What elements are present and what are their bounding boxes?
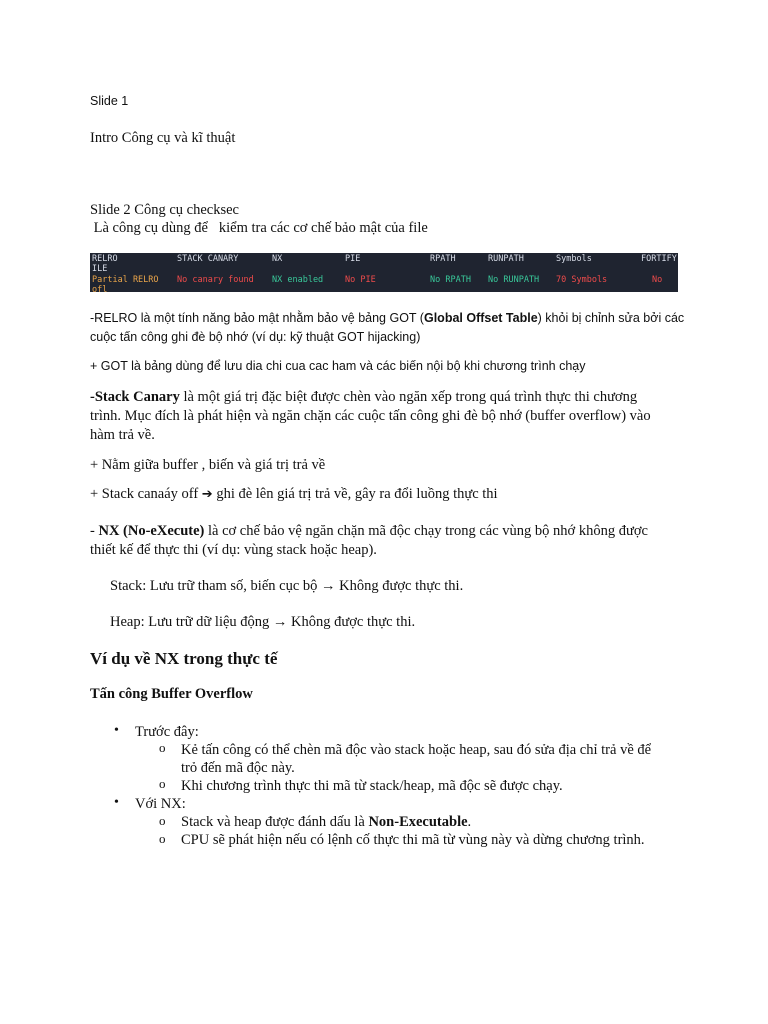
slide1-label: Slide 1 xyxy=(90,94,129,108)
with-nx-label: Với NX: xyxy=(135,796,186,812)
terminal-header-wrap: ILE xyxy=(92,264,108,274)
stack-canary-position: + Nằm giữa buffer , biến và giá trị trả về xyxy=(90,457,326,473)
relro-text: -RELRO là một tính năng bảo mật nhằm bảo vệ bảng GOT ( xyxy=(90,311,424,325)
non-executable-term: Non-Executable xyxy=(368,814,468,830)
terminal-header: FORTIFY xyxy=(641,254,677,264)
right-arrow-icon: ➔ xyxy=(201,487,213,502)
with-nx-item: CPU sẽ phát hiện nếu có lệnh cố thực thi mã từ vùng này và dừng chương trình. xyxy=(181,832,645,848)
terminal-header: PIE xyxy=(345,254,361,264)
terminal-value: No xyxy=(652,275,663,285)
stack-canary-line3: hàm trả về. xyxy=(90,427,155,443)
terminal-header: Symbols xyxy=(556,254,592,264)
relro-text: ) khỏi bị chỉnh sửa bởi các xyxy=(537,311,685,325)
terminal-value: No PIE xyxy=(345,275,376,285)
with-nx-text: Stack và heap được đánh dấu là xyxy=(181,814,369,830)
terminal-value-wrap: ofl xyxy=(92,285,108,292)
nx-text: là cơ chế bảo vệ ngăn chặn mã độc chạy trong các vùng bộ nhớ không được xyxy=(204,523,648,539)
slide2-desc: Là công cụ dùng để kiểm tra các cơ chế bảo mật của file xyxy=(90,220,428,236)
stack-canary-off xyxy=(90,484,498,505)
example-heading: Ví dụ về NX trong thực tế xyxy=(90,649,278,668)
nx-dash: - xyxy=(90,523,99,539)
with-nx-item xyxy=(181,812,471,832)
stack-canary-off-text: + Stack canaáy off xyxy=(90,486,202,502)
before-item-line: trỏ đến mã độc này. xyxy=(181,760,295,776)
relro-paragraph-line2: cuộc tấn công ghi đè bộ nhớ (ví dụ: kỹ thuật GOT hijacking) xyxy=(90,330,421,344)
before-label: Trước đây: xyxy=(135,724,199,740)
checksec-terminal-screenshot xyxy=(90,253,678,292)
sub-bullet-icon: o xyxy=(159,740,166,755)
terminal-header: RPATH xyxy=(430,254,456,264)
stack-canary-line1 xyxy=(90,387,637,407)
nx-line1 xyxy=(90,521,648,541)
terminal-value: NX enabled xyxy=(272,275,324,285)
bullet-icon: • xyxy=(114,723,119,738)
terminal-header: RELRO xyxy=(92,254,118,264)
nx-stack-line: Stack: Lưu trữ tham số, biến cục bộ → Không được thực thi. xyxy=(110,578,464,594)
terminal-value: No RPATH xyxy=(430,275,471,285)
stack-canary-line2: trình. Mục đích là phát hiện và ngăn chặn các cuộc tấn công ghi đè bộ nhớ (buffer overflow) vào xyxy=(90,408,651,424)
terminal-header: NX xyxy=(272,254,283,264)
before-item-line: Khi chương trình thực thi mã từ stack/heap, mã độc sẽ được chạy. xyxy=(181,778,563,794)
sub-bullet-icon: o xyxy=(159,776,166,791)
nx-term: NX (No-eXecute) xyxy=(98,523,205,539)
slide2-title: Slide 2 Công cụ checksec xyxy=(90,202,239,218)
nx-line2: thiết kế để thực thi (ví dụ: vùng stack hoặc heap). xyxy=(90,542,377,558)
relro-paragraph-line1 xyxy=(90,311,684,325)
terminal-value: No canary found xyxy=(177,275,254,285)
with-nx-text: . xyxy=(467,814,472,830)
stack-canary-text: là một giá trị đặc biệt được chèn vào ngăn xếp trong quá trình thực thi chương xyxy=(179,389,638,405)
stack-canary-term: -Stack Canary xyxy=(90,389,180,405)
before-item-line: Kẻ tấn công có thể chèn mã độc vào stack hoặc heap, sau đó sửa địa chỉ trả về để xyxy=(181,742,652,758)
example-subheading: Tấn công Buffer Overflow xyxy=(90,686,253,702)
terminal-value: No RUNPATH xyxy=(488,275,540,285)
slide1-intro: Intro Công cụ và kĩ thuật xyxy=(90,130,236,146)
terminal-header: STACK CANARY xyxy=(177,254,239,264)
stack-canary-off-text: ghi đè lên giá trị trả về, gây ra đổi luồng thực thi xyxy=(212,486,498,502)
sub-bullet-icon: o xyxy=(159,813,166,828)
terminal-header: RUNPATH xyxy=(488,254,524,264)
terminal-value: 70 Symbols xyxy=(556,275,608,285)
sub-bullet-icon: o xyxy=(159,831,166,846)
bullet-icon: • xyxy=(114,795,119,810)
got-paragraph: + GOT là bảng dùng để lưu dia chi cua cac ham và các biến nội bộ khi chương trình chạy xyxy=(90,359,586,373)
terminal-value: Partial RELRO xyxy=(92,275,159,285)
terminal-value-wrap-row xyxy=(90,284,678,292)
relro-bold-term: Global Offset Table xyxy=(423,311,538,325)
nx-heap-line: Heap: Lưu trữ dữ liệu động → Không được thực thi. xyxy=(110,614,416,630)
